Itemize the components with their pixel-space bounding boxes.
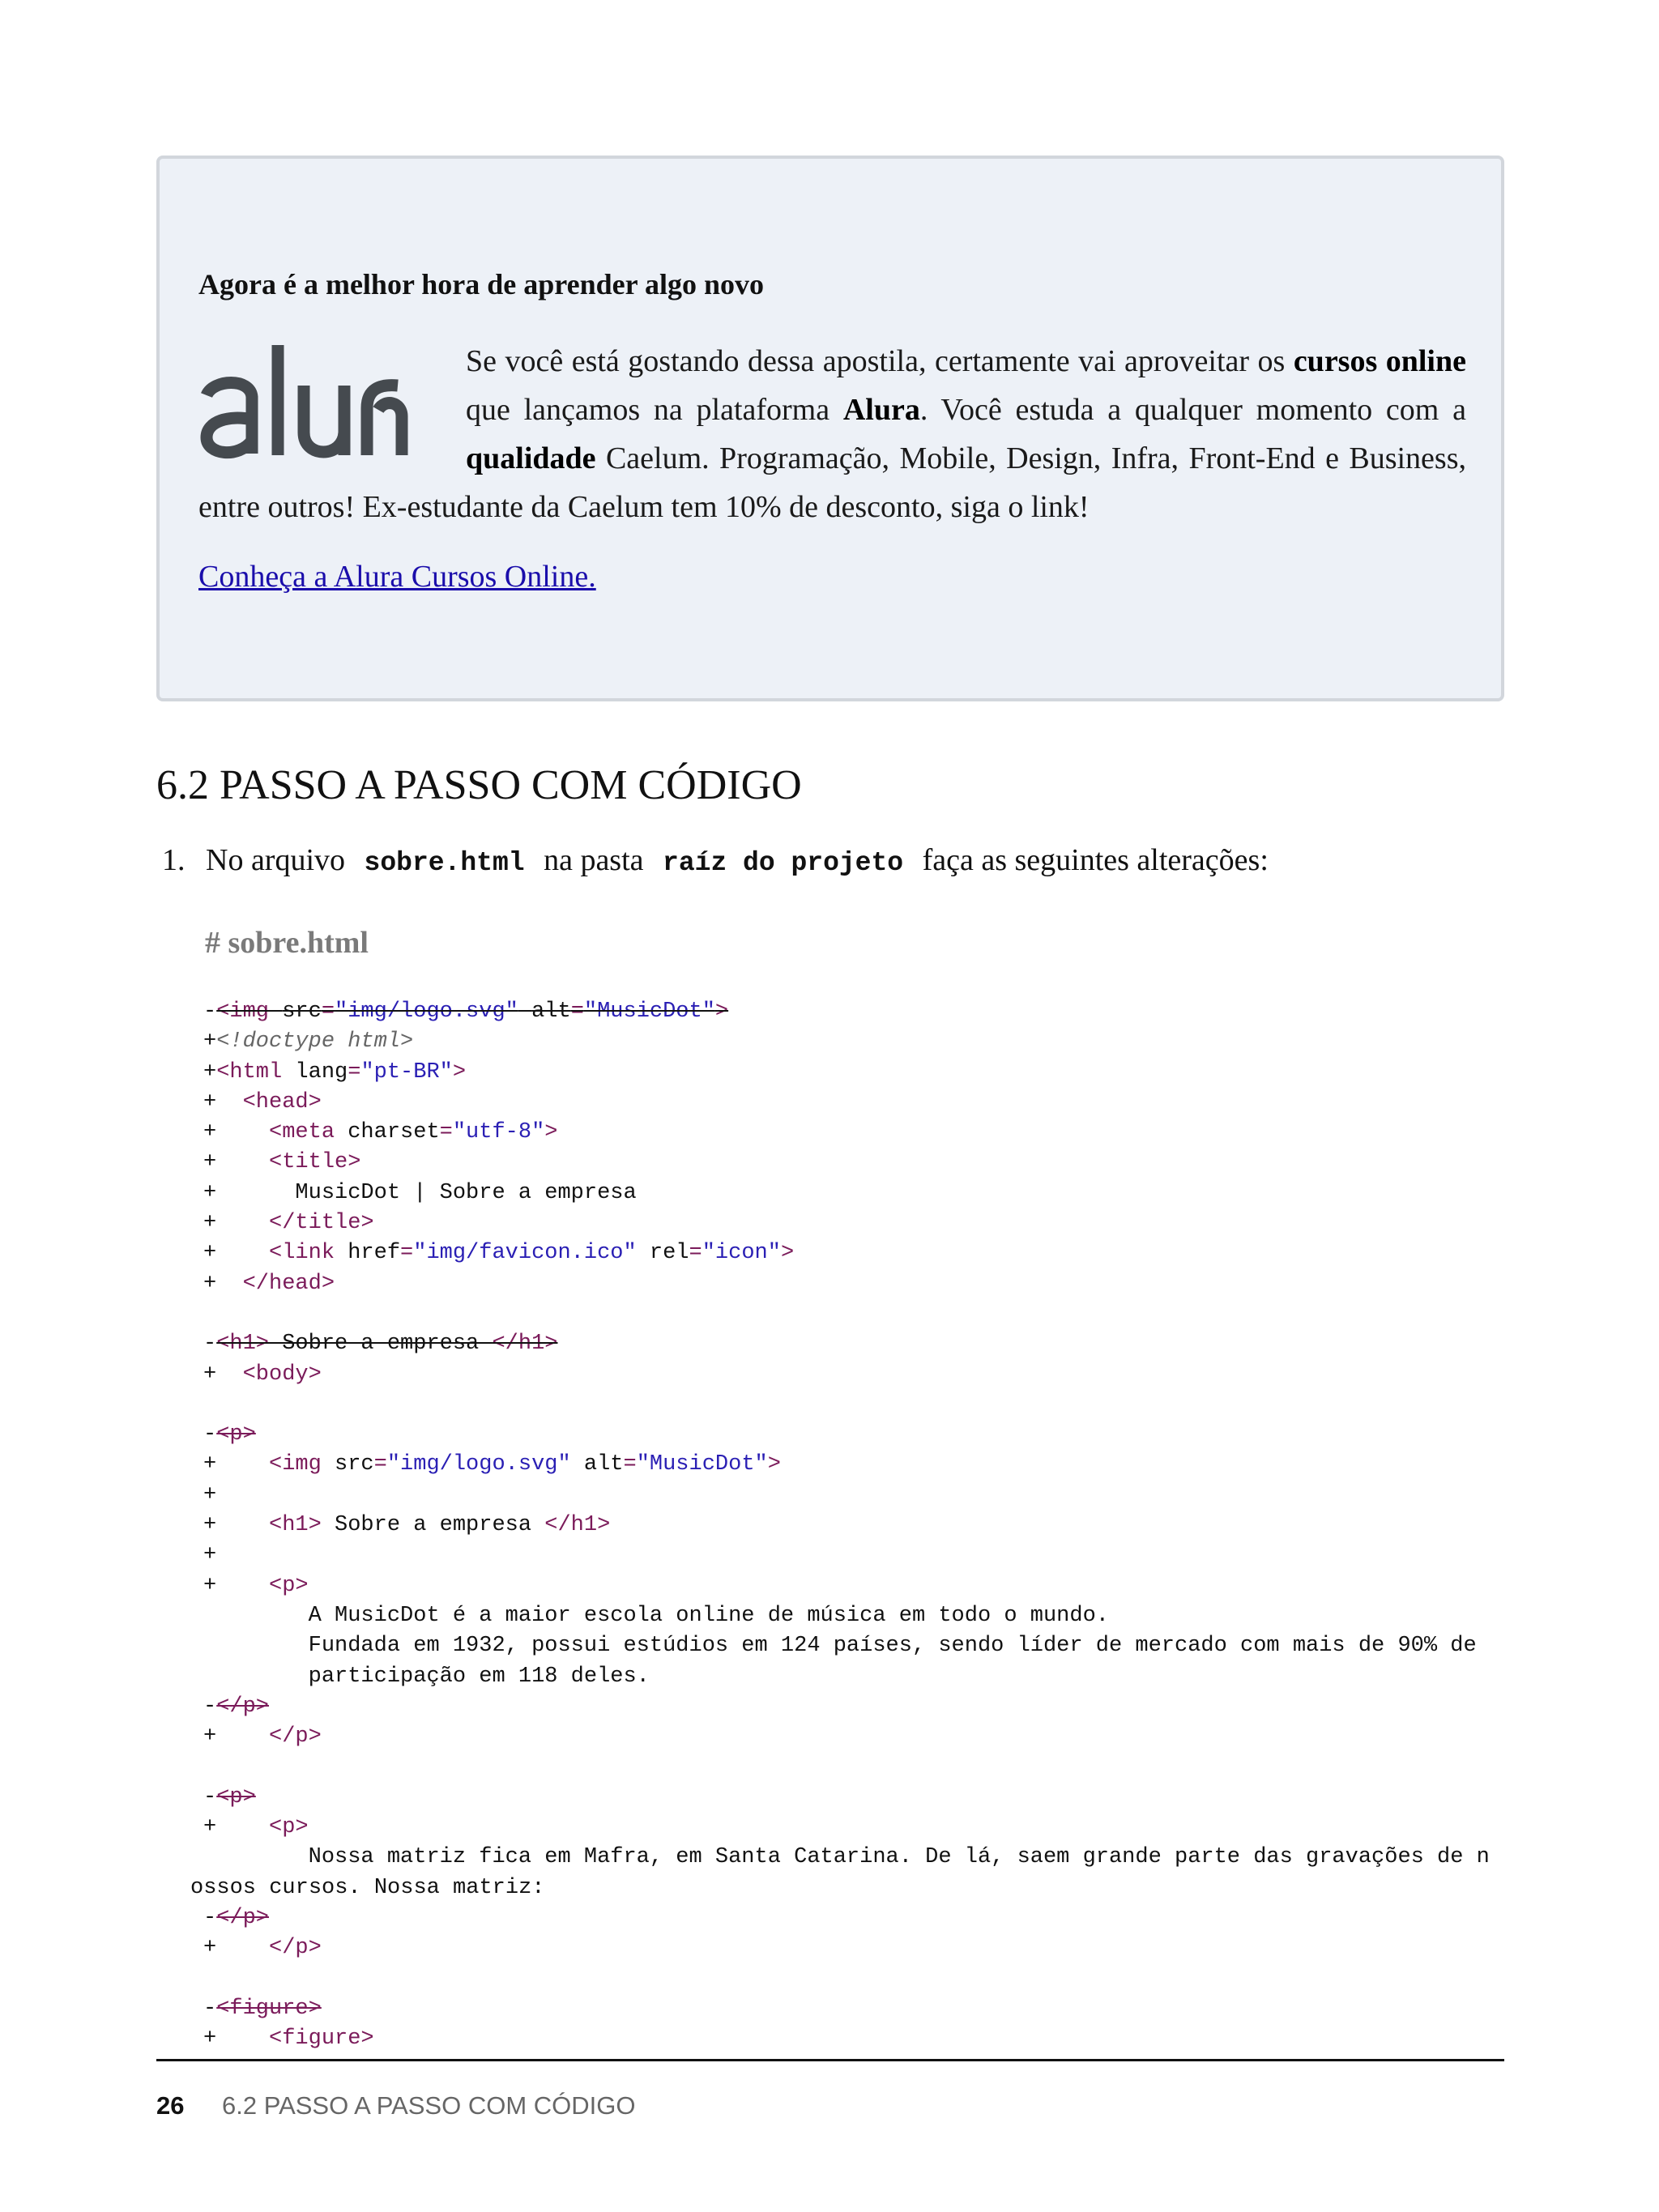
code-diff-block	[190, 997, 1516, 2054]
code-line: +	[203, 1482, 217, 1507]
code-line: Fundada em 1932, possui estúdios em 124 países, sendo líder de mercado com mais de 90% de	[203, 1634, 1477, 1659]
code-line: A MusicDot é a maior escola online de música em todo o mundo.	[203, 1603, 1109, 1628]
running-title: 6.2 PASSO A PASSO COM CÓDIGO	[222, 2091, 636, 2120]
code-file-label: # sobre.html	[205, 926, 369, 960]
code-line: + <body>	[203, 1362, 322, 1387]
promo-title: Agora é a melhor hora de aprender algo novo	[198, 268, 764, 300]
code-line: + </p>	[203, 1724, 322, 1750]
code-line-blank	[203, 1299, 1516, 1329]
code-line: + MusicDot | Sobre a empresa	[203, 1180, 637, 1205]
code-line-blank	[203, 1752, 1516, 1782]
code-line: + <meta charset="utf-8">	[203, 1120, 558, 1145]
code-line-blank	[203, 1964, 1516, 1994]
section-heading: 6.2 PASSO A PASSO COM CÓDIGO	[156, 762, 802, 808]
alura-courses-link[interactable]: Conheça a Alura Cursos Online.	[198, 560, 596, 594]
code-line: Nossa matriz fica em Mafra, em Santa Catarina. De lá, saem grande parte das gravações de n	[203, 1845, 1490, 1870]
code-line: + <link href="img/favicon.ico" rel="icon">	[203, 1241, 795, 1266]
inline-code-filename: sobre.html	[364, 848, 525, 878]
code-line: + </title>	[203, 1211, 374, 1236]
code-line: ossos cursos. Nossa matriz:	[190, 1875, 545, 1900]
code-line: -<p>	[203, 1422, 256, 1447]
code-line: + </p>	[203, 1936, 322, 1961]
step-item: 1. No arquivo sobre.html na pasta raíz do projeto faça as seguintes alterações:	[162, 843, 1269, 878]
code-line: -<img src="img/logo.svg" alt="MusicDot">	[203, 999, 729, 1024]
inline-code-folder: raíz do projeto	[663, 848, 904, 878]
code-line: +	[203, 1543, 217, 1568]
code-line: + <figure>	[203, 2027, 374, 2052]
code-line: + <p>	[203, 1573, 309, 1598]
code-line: +<!doctype html>	[203, 1029, 414, 1055]
code-line: + <p>	[203, 1815, 309, 1840]
code-line: -</p>	[203, 1905, 270, 1930]
code-line: + <img src="img/logo.svg" alt="MusicDot">	[203, 1452, 781, 1477]
code-line: + <h1> Sobre a empresa </h1>	[203, 1513, 611, 1538]
code-line: +<html lang="pt-BR">	[203, 1059, 467, 1085]
code-line-blank	[203, 1390, 1516, 1420]
code-line: -<figure>	[203, 1996, 322, 2021]
step-number: 1.	[162, 843, 186, 877]
code-line: + </head>	[203, 1271, 335, 1296]
promo-box	[156, 156, 1504, 701]
page-number: 26	[156, 2091, 185, 2120]
code-line: -<p>	[203, 1784, 256, 1809]
promo-text: Se você está gostando dessa apostila, certamente vai aproveitar os cursos online que lançamos na plataforma Alura. Você estuda a qualquer momento com a qualidade Caelum. Programação, Mobile, Design, Infra, Front-End e Business, entre outros! Ex-estudante da Caelum tem 10% de desconto, siga o link!	[198, 344, 1466, 524]
code-line: -</p>	[203, 1694, 270, 1719]
code-line: -<h1> Sobre a empresa </h1>	[203, 1332, 558, 1357]
code-line: + <title>	[203, 1150, 361, 1175]
code-line: participação em 118 deles.	[203, 1664, 650, 1689]
footer-divider	[156, 2059, 1504, 2061]
code-line: + <head>	[203, 1089, 322, 1115]
